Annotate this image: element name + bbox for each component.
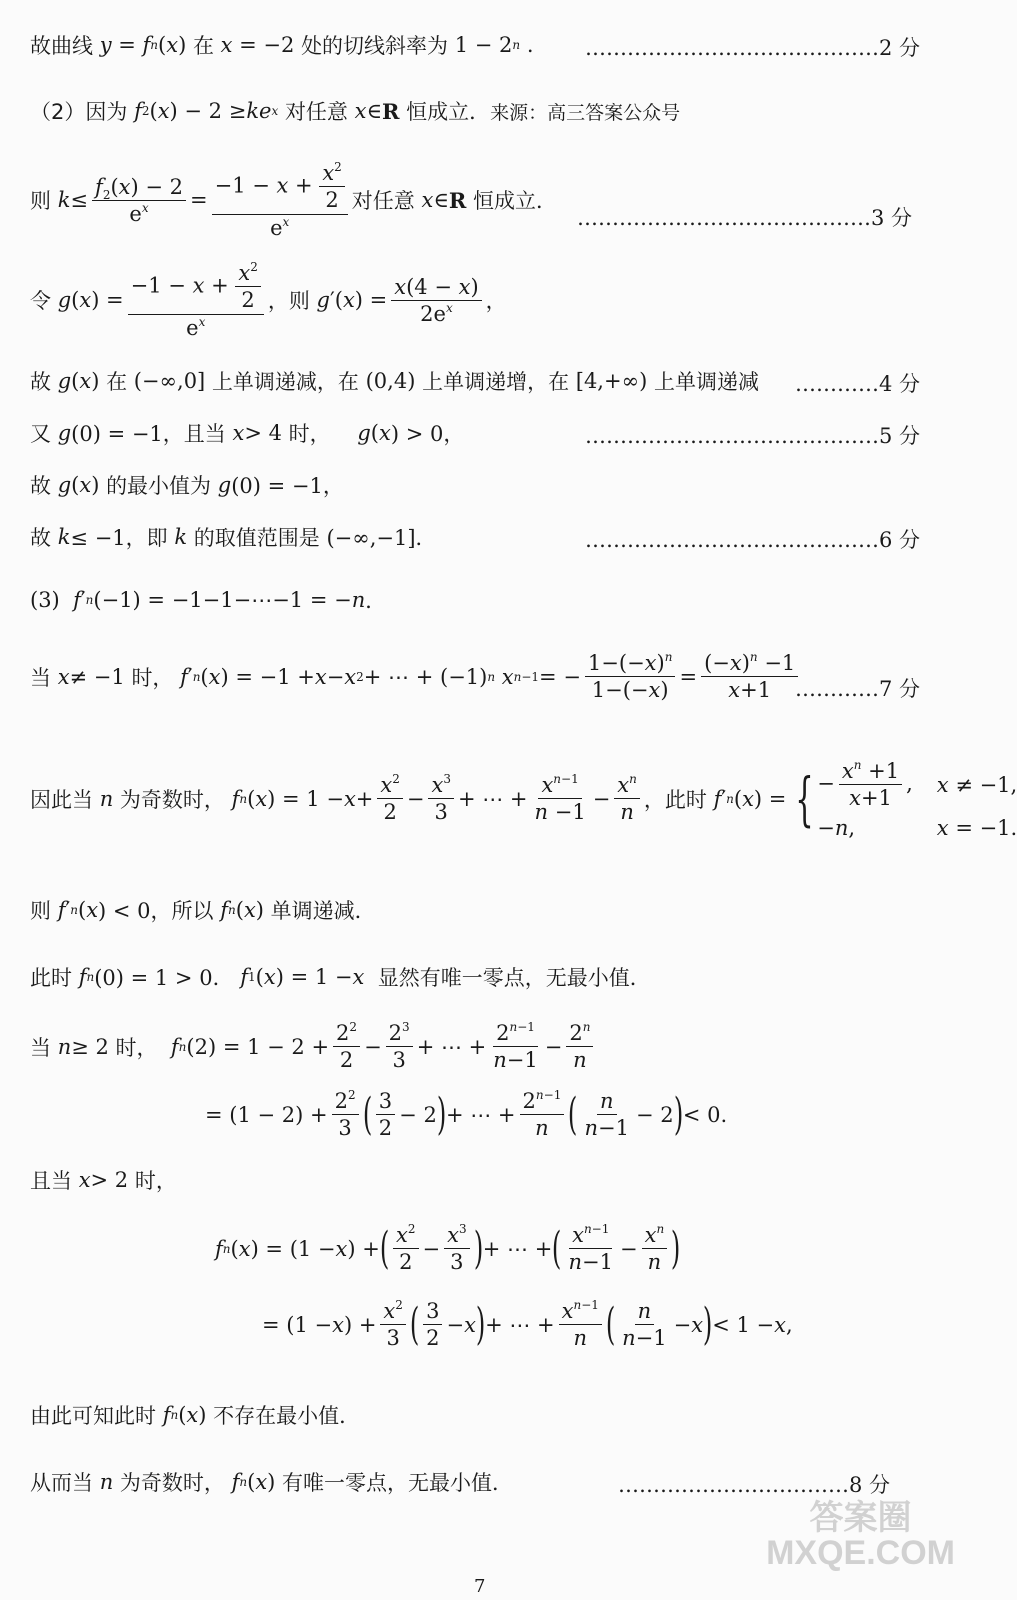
score-3: ……………………………………3 分 [576,206,912,230]
line-6: 又 g (0) = −1， 且当 x > 4 时， g ( x ) > 0， [30,421,465,446]
line-12: 则 f ′ n ( x ) < 0， 所以 f n ( x ) 单调递减． [30,898,376,923]
line-7: 故 g ( x ) 的最小值为 g (0) = −1， [30,473,344,498]
watermark-url: MXQE.COM [766,1534,955,1573]
line-3: 则 k ≤ $\frac{f_2(x) - 2}{e^x}$ = −1 − x + $\frac{x^2}{2}$ $e^x$ 对任意 x ∈ R 恒成立． [30,160,558,240]
line-2: （2）因为 f 2 ( x ) − 2 ≥ ke x 对任意 x ∈ R 恒成立． 来源：高三答案公众号 [30,98,681,124]
watermark-logo [766,1497,955,1573]
line-16: 且当 x > 2 时， [30,1168,177,1193]
line-17: f n ( x ) = (1 − x ) + ( $\frac{x^2}{2}$ − $\frac{x^3}{3}$ ) + ⋯ + ( $\frac{x^{n-1}}{n-1}$ − $\frac{x^n}{n}$ ) [215,1222,681,1275]
line-11: 因此当 n 为奇数时， f n ( x ) = 1 − x + $\frac{x^2}{2}$ − $\frac{x^3}{3}$ + ⋯ + $\frac{x^{n-1}}{n -1}$ − $\frac{x^n}{n}$ ，此时 f ′ n ( x ) = { − $\frac{x^n +1}{x+1}$ , x ≠ −1, −n, x = −1. [30,758,1017,840]
line-19: 由此可知此时 f n ( x ) 不存在最小值． [30,1403,361,1428]
score-5: ……………………………………5 分 [584,424,920,448]
line-5: 故 g ( x ) 在 (−∞,0] 上单调递减，在 (0,4) 上单调递增，在 [4,+∞) 上单调递减 [30,369,759,394]
line-15: = (1 − 2) + $\frac{2^2}{3}$ ( $\frac{3}{2}$ − 2 ) + ⋯ + $\frac{2^{n-1}}{n}$ ( $\frac{n}{n-1}$ − 2 ) < 0. [205,1088,728,1141]
score-8: ……………………………8 分 [617,1473,890,1497]
score-7: …………7 分 [794,677,920,701]
line-18: = (1 − x ) + $\frac{x^2}{3}$ ( $\frac{3}{2}$ − x ) + ⋯ + $\frac{x^{n-1}}{n}$ ( $\frac{n}{n-1}$ − x ) < 1 − x , [262,1298,793,1351]
line-8: 故 k ≤ −1， 即 k 的取值范围是 (−∞,−1]． [30,525,437,550]
score-4: …………4 分 [794,372,920,396]
line-9: (3) f ′ n (−1) = −1−1−⋯−1 = − n ． [30,588,387,613]
line-20: 从而当 n 为奇数时， f n ( x ) 有唯一零点，无最小值． [30,1470,514,1495]
source-note: 来源：高三答案公众号 [490,101,681,124]
line-13: 此时 f n (0) = 1 > 0． f 1 ( x ) = 1 − x 显然有唯一零点，无最小值． [30,965,651,990]
line-10: 当 x ≠ −1 时， f ′ n ( x ) = −1 + x − x 2 + ⋯ + (−1) n x n−1 = − $\frac{1-(-x)^n}{1-(-x)}$ = $\frac{(-x)^n -1}{x+1}$ [30,650,802,704]
line-4: 令 g ( x ) = −1 − x + $\frac{x^2}{2}$ $e^x$ ，则 g ′( x ) = $\frac{x(4 - x)}{2e^x}$ ， [30,260,507,340]
page-number: 7 [474,1576,486,1597]
score-6: ……………………………………6 分 [584,528,920,552]
score-2: ……………………………………2 分 [584,36,920,60]
line-14: 当 n ≥ 2 时， f n (2) = 1 − 2 + $\frac{2^2}{2}$ − $\frac{2^3}{3}$ + ⋯ + $\frac{2^{n-1}}{n-1}$ − $\frac{2^n}{n}$ [30,1020,597,1074]
line-1: 故曲线 y = f n ( x ) 在 x = −2 处的切线斜率为 1 − 2 n . [30,33,534,58]
watermark-title: 答案圈 [809,1497,912,1538]
